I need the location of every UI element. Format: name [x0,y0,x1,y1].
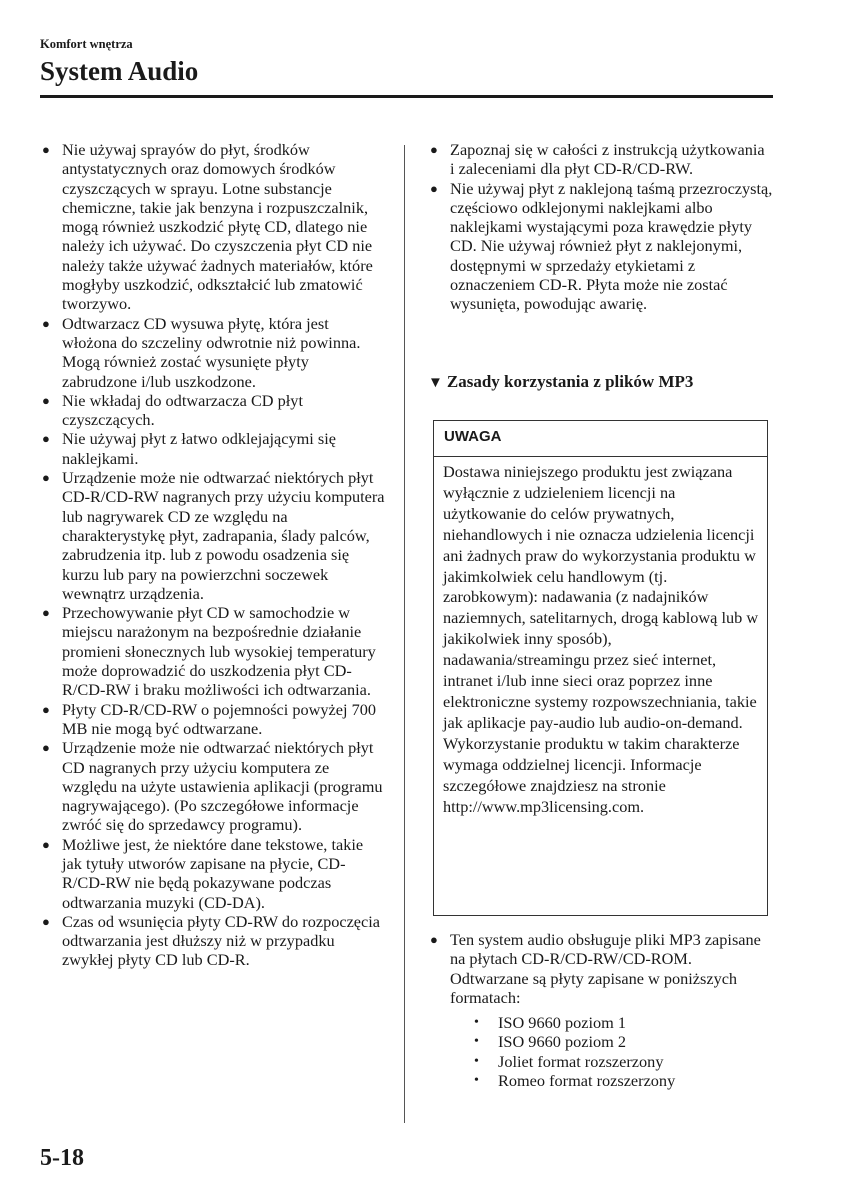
list-item [40,429,385,468]
bullet-icon: ● [42,605,50,621]
format-item-text: ISO 9660 poziom 1 [498,1013,626,1033]
right-column [428,140,773,314]
notice-box [433,420,768,916]
list-item-text: Nie wkładaj do odtwarzacza CD płyt czyszczących. [62,390,303,430]
list-item-text: Możliwe jest, że niektóre dane tekstowe, takie jak tytuły utworów zapisane na płycie, CD-R/CD-RW nie będą pokazywane podczas odtwarzania muzyki (CD-DA). [62,834,364,912]
bullet-icon: ● [430,180,438,196]
format-item [474,1052,773,1071]
mp3-section-heading [428,372,693,392]
bullet-icon: ● [42,836,50,852]
list-item-text: Nie używaj płyt z naklejoną taśmą przezroczystą, częściowo odklejonymi naklejkami albo naklejkami wystającymi poza krawędzie płyty CD. Nie używaj również płyt z naklejonymi, dostępnymi w sprzedaży etykietami z oznaczeniem CD-R. Płyta może nie zostać wysunięta, powodując awarię. [450,178,773,314]
list-item-text: Zapoznaj się w całości z instrukcją użytkowania i zaleceniami dla płyt CD-R/CD-RW. [450,140,765,179]
small-bullet-icon: • [474,1073,479,1089]
list-item [40,912,385,970]
bullet-icon: ● [430,932,438,947]
bullet-icon: ● [42,740,50,756]
list-item-text: Płyty CD-R/CD-RW o pojemności powyżej 700 MB nie mogą być odtwarzane. [62,699,377,738]
bullet-icon: ● [42,392,50,408]
list-item [40,835,385,912]
list-item-text: Urządzenie może nie odtwarzać niektórych płyt CD-R/CD-RW nagranych przy użyciu komputera lub nagrywarek CD ze względu na charakterystykę płyt, zadrapania, ślady palców, zabrudzenia itp. lub z powodu osadzenia się kurzu lub pary na powierzchni soczewek wewnątrz urządzenia. [62,468,385,603]
list-item-text: Urządzenie może nie odtwarzać niektórych płyt CD nagranych przy użyciu komputera ze względu na użyte ustawienia aplikacji (programu nagrywającego). (Po szczegółowe informacje zwróć się do sprzedawcy programu). [62,738,383,835]
column-divider [404,145,405,1123]
list-item-text: Ten system audio obsługuje pliki MP3 zapisane na płytach CD-R/CD-RW/CD-ROM. Odtwarzane są płyty zapisane w poniższych formatach: [450,930,761,1007]
section-label: Komfort wnętrza [40,37,133,51]
bullet-icon: ● [42,701,50,717]
list-item [40,700,385,739]
format-item-text: Joliet format rozszerzony [498,1051,664,1071]
list-item-text: Nie używaj płyt z łatwo odklejającymi się naklejkami. [62,429,336,468]
format-item [474,1071,773,1090]
triangle-down-icon: ▼ [428,375,443,391]
page-title: System Audio [40,56,199,86]
list-item-text: Czas od wsunięcia płyty CD-RW do rozpoczęcia odtwarzania jest dłuższy niż w przypadku zwykłej płyty CD lub CD-R. [62,911,381,970]
list-item-text: Przechowywanie płyt CD w samochodzie w miejscu narażonym na bezpośrednie działanie promieni słonecznych lub wysokiej temperatury może doprowadzić do uszkodzenia płyt CD-R/CD-RW i braku możliwości ich odtwarzania. [62,603,376,700]
small-bullet-icon: • [474,1015,479,1031]
notice-title: UWAGA [434,421,767,457]
list-item [40,140,385,314]
list-item [40,314,385,391]
title-rule [40,95,773,98]
small-bullet-icon: • [474,1034,479,1050]
format-item-text: Romeo format rozszerzony [498,1071,676,1091]
list-item [40,391,385,430]
bullet-icon: ● [430,142,438,157]
list-item [40,738,385,834]
left-column [40,140,385,970]
bullet-icon: ● [42,913,50,929]
mp3-support-section [428,930,773,1090]
list-item-text: Odtwarzacz CD wysuwa płytę, która jest włożona do szczeliny odwrotnie niż powinna. Mogą również zostać wysunięte płyty zabrudzone i/lub uszkodzone. [62,313,361,391]
list-item [428,179,773,314]
list-item [40,603,385,699]
bullet-icon: ● [42,315,50,331]
bullet-icon: ● [42,431,50,447]
list-item [428,930,773,1090]
small-bullet-icon: • [474,1053,479,1069]
format-item-text: ISO 9660 poziom 2 [498,1032,626,1052]
list-item-text: Nie używaj sprayów do płyt, środków antystatycznych oraz domowych środków czyszczących w sprayu. Lotne substancje chemiczne, takie jak benzyna i rozpuszczalnik, mogą również uszkodzić płytę CD, dlatego nie należy ich używać. Do czyszczenia płyt CD nie należy także używać żadnych materiałów, które mogłyby uszkodzić, odkształcić lub zmatowić tworzywo. [62,140,373,314]
right-bullet-list [428,140,773,314]
format-list [450,1013,773,1090]
mp3-support-list [428,930,773,1090]
notice-text: Dostawa niniejszego produktu jest związana wyłącznie z udzieleniem licencji na użytkowanie do celów prywatnych, niehandlowych i nie oznacza udzielenia licencji ani żadnych praw do wykorzystania produktu w jakimkolwiek celu handlowym (tj. zarobkowym): nadawania (z nadajników naziemnych, satelitarnych, drogą kablową lub w jakikolwiek inny sposób), nadawania/streamingu przez sieć internet, intranet i/lub inne sieci oraz poprzez inne elektroniczne systemy rozpowszechniania, takie jak aplikacje pay-audio lub audio-on-demand. Wykorzystanie produktu w takim charakterze wymaga oddzielnej licencji. Informacje szczegółowe znajdziesz na stronie http://www.mp3licensing.com. [443,462,759,816]
bullet-icon: ● [42,470,50,486]
bullet-icon: ● [42,142,50,157]
left-bullet-list [40,140,385,970]
mp3-heading-text: Zasady korzystania z plików MP3 [446,372,694,391]
format-item [474,1013,773,1032]
list-item [428,140,773,179]
format-item [474,1032,773,1051]
page-number: 5-18 [40,1145,84,1171]
list-item [40,468,385,603]
